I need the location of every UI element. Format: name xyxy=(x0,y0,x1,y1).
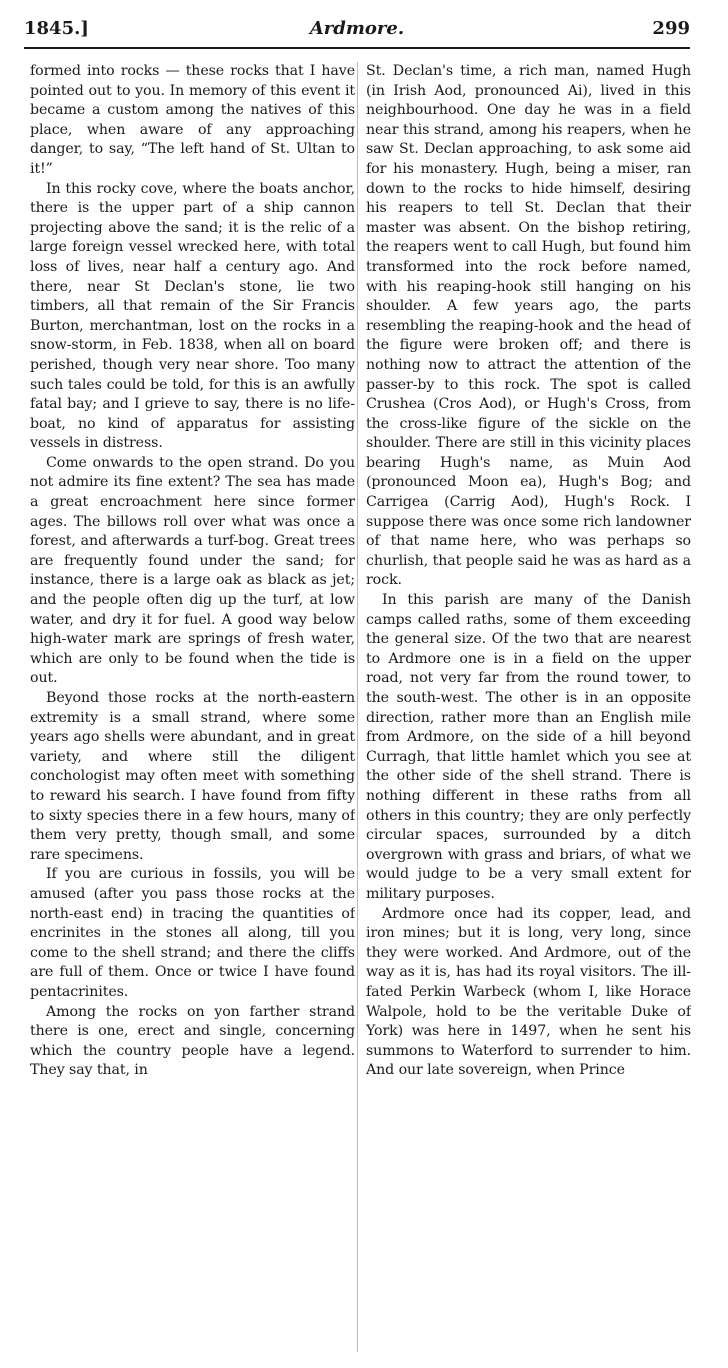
paragraph: Among the rocks on yon farther strand there is one, erect and single, concerning which the country people have a legend. They say that, in xyxy=(30,1003,355,1079)
paragraph: Come onwards to the open strand. Do you not admire its fine extent? The sea has made a great encroachment here since former ages. The billows roll over what was once a forest, and afterwards a turf-bog. Great trees are frequently found under the sand; for instance, there is a large oak as black as jet; and the people often dig up the turf, at low water, and dry it for fuel. A good way below high-water mark are springs of fresh water, which are only to be found when the tide is out. xyxy=(30,454,355,687)
paragraph: formed into rocks — these rocks that I have pointed out to you. In memory of this event it became a custom among the natives of this place, when aware of any approaching danger, to say, “The left hand of St. Ultan to it!” xyxy=(30,63,355,177)
paragraph: Beyond those rocks at the north-eastern extremity is a small strand, where some years ago shells were abundant, and in great variety, and where still the diligent conchologist may often meet with something to reward his search. I have found from fifty to sixty species there in a few hours, many of them very pretty, though small, and some rare specimens. xyxy=(30,690,355,863)
left-column xyxy=(30,62,355,1362)
paragraph: In this rocky cove, where the boats anchor, there is the upper part of a ship cannon projecting above the sand; it is the relic of a large foreign vessel wrecked here, with total loss of lives, near half a century ago. And there, near St Declan's stone, lie two timbers, all that remain of the Sir Francis Burton, merchantman, lost on the rocks in a snow-storm, in Feb. 1838, when all on board perished, though very near shore. Too many such tales could be told, for this is an awfully fatal bay; and I grieve to say, there is no life-boat, no kind of apparatus for assisting vessels in distress. xyxy=(30,180,355,452)
right-column xyxy=(366,62,691,1362)
paragraph: If you are curious in fossils, you will be amused (after you pass those rocks at the north-east end) in tracing the quantities of encrinites in the stones all along, till you come to the shell strand; and there the cliffs are full of them. Once or twice I have found pentacrinites. xyxy=(30,866,355,1000)
paragraph: In this parish are many of the Danish camps called raths, some of them exceeding the general size. Of the two that are nearest to Ardmore one is in a field on the upper road, not very far from the round tower, to the south-west. The other is in an opposite direction, rather more than an English mile from Ardmore, on the side of a hill beyond Curragh, that little hamlet which you see at the other side of the shell strand. There is nothing different in these raths from all others in this country; they are only perfectly circular spaces, surrounded by a ditch overgrown with grass and briars, of what we would judge to be a very small extent for military purposes. xyxy=(366,592,691,902)
page-number: 299 xyxy=(652,18,690,39)
header-rule xyxy=(24,47,690,49)
column-divider xyxy=(357,62,358,1352)
paragraph: St. Declan's time, a rich man, named Hugh (in Irish Aod, pronounced Ai), lived in this neighbourhood. One day he was in a field near this strand, among his reapers, when he saw St. Declan approaching, to ask some aid for his monastery. Hugh, being a miser, ran down to the rocks to hide himself, desiring his reapers to tell St. Declan that their master was absent. On the bishop retiring, the reapers went to call Hugh, but found him transformed into the rock before named, with his reaping-hook still hanging on his shoulder. A few years ago, the parts resembling the reaping-hook and the head of the figure were broken off; and there is nothing now to attract the attention of the passer-by to this rock. The spot is called Crushea (Cros Aod), or Hugh's Cross, from the cross-like figure of the sickle on the shoulder. There are still in this vicinity places bearing Hugh's name, as Muin Aod (pronounced Moon ea), Hugh's Bog; and Carrigea (Carrig Aod), Hugh's Rock. I suppose there was once some rich landowner of that name here, who was perhaps so churlish, that people said he was as hard as a rock. xyxy=(366,63,691,589)
running-header xyxy=(24,18,690,46)
header-title: Ardmore. xyxy=(309,18,405,39)
paragraph: Ardmore once had its copper, lead, and iron mines; but it is long, very long, since they were worked. And Ardmore, out of the way as it is, has had its royal visitors. The ill-fated Perkin Warbeck (whom I, like Horace Walpole, hold to be the veritable Duke of York) was here in 1497, when he sent his summons to Waterford to surrender to him. And our late sovereign, when Prince xyxy=(366,905,691,1079)
header-year: 1845.] xyxy=(24,18,89,39)
